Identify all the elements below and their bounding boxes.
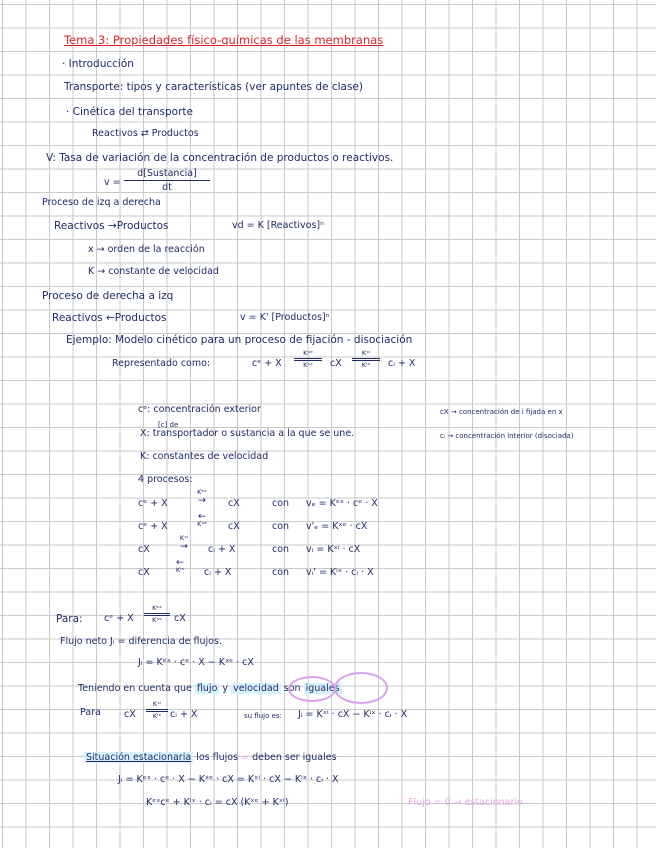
proceso-lhs: cᵉ + X — [138, 521, 168, 532]
proceso-con: con — [272, 498, 290, 509]
proceso-direction: → — [180, 541, 188, 552]
def-k: K: constantes de velocidad — [140, 451, 269, 462]
proceso-der-izq: Proceso de derecha a izq — [42, 290, 174, 302]
teniendo-velocidad: velocidad — [233, 683, 279, 694]
page-title: Tema 3: Propiedades físico-químicas de las membranas — [64, 33, 384, 47]
rep-k-bot-2: Kⁱˣ — [361, 361, 371, 369]
teniendo-flujo: flujo — [196, 683, 218, 694]
proceso-lhs: cX — [138, 544, 150, 555]
proceso-k: Kᵉˣ — [197, 488, 207, 496]
proceso-con: con — [272, 567, 290, 578]
proceso-izq-der: Proceso de izq a derecha — [42, 197, 161, 208]
flujo-cero-note: Flujo = 0 → estacionario — [408, 797, 523, 808]
stationary-equation-1: Jᵢ = Kᵉˣ · cᵉ · X − Kˣᵉ · cX = Kˣⁱ · cX − Kⁱˣ · cᵢ · X — [118, 774, 339, 785]
rep-k-top-1: Kˣᵉ — [303, 349, 313, 357]
flujo-neto: Flujo neto Jᵢ = diferencia de flujos. — [60, 636, 222, 647]
reactivos-from-productos: Reactivos ←Productos — [52, 312, 167, 324]
rep-equilibrium-arrow-2 — [352, 350, 380, 369]
proceso-lhs: cX — [138, 567, 150, 578]
v-fraction — [124, 168, 210, 193]
ejemplo-line: Ejemplo: Modelo cinético para un proceso de fijación - disociación — [66, 334, 413, 346]
stationary-equation-2: Kᵉˣcᵉ + Kⁱˣ · cᵢ = cX (Kˣᵉ + Kˣⁱ) — [146, 797, 289, 808]
teniendo-y: y — [222, 683, 229, 694]
para-eq-rhs: cX — [174, 613, 186, 624]
ji-equation-2: Jᵢ = Kˣⁱ · cX − Kⁱˣ · cᵢ · X — [298, 709, 408, 720]
def-ce: cᵉ: concentración exterior — [138, 404, 261, 415]
intro-heading: · Introducción — [62, 58, 134, 70]
x-orden: x → orden de la reacción — [88, 244, 205, 255]
proceso-rhs: cᵢ + X — [208, 544, 236, 555]
rep-mid: cX — [330, 358, 342, 369]
teniendo-text: Teniendo en cuenta que — [78, 683, 192, 694]
proceso-direction: ← — [176, 557, 184, 568]
pink-circle-iguales — [334, 672, 388, 704]
representado-label: Representado como: — [112, 358, 211, 369]
transporte-line: Transporte: tipos y características (ver apuntes de clase) — [64, 81, 363, 93]
vi-equation: v = K' [Productos]ⁿ — [240, 312, 330, 323]
situacion-estacionaria: Situación estacionaria — [86, 752, 192, 763]
proceso-lhs: cᵉ + X — [138, 498, 168, 509]
pink-circle-velocidad — [288, 676, 336, 702]
proceso-rhs: cᵢ + X — [204, 567, 232, 578]
reactivos-productos: Reactivos ⇄ Productos — [92, 128, 199, 139]
vd-equation: vd = K [Reactivos]ⁿ — [232, 220, 324, 231]
def-ci: cᵢ → concentración interior (disociada) — [440, 432, 574, 440]
proceso-velocity: vᵢ = Kˣⁱ · cX — [306, 544, 361, 555]
def-cx: cX → concentración de i fijada en x — [440, 408, 563, 416]
para2-k-top: Kˣⁱ — [152, 700, 162, 708]
def-cj: [c] de — [158, 421, 179, 429]
proceso-con: con — [272, 544, 290, 555]
para2-equilibrium-arrow — [146, 701, 168, 720]
para-k-bot: Kˣᵉ — [152, 616, 162, 624]
proceso-arrow — [164, 535, 204, 551]
para-eq-lhs: cᵉ + X — [104, 613, 134, 624]
rep-equilibrium-arrow-1 — [294, 350, 322, 369]
proceso-arrow — [182, 512, 222, 528]
proceso-k: Kˣᵉ — [197, 520, 207, 528]
para2-k-bot: Kⁱˣ — [152, 712, 162, 720]
situacion-equals: = — [241, 752, 250, 763]
para-label: Para: — [56, 613, 83, 625]
procesos-title: 4 procesos: — [138, 474, 193, 485]
proceso-direction: ← — [198, 511, 206, 522]
proceso-velocity: vᵢ' = Kⁱˣ · cᵢ · X — [306, 567, 374, 578]
cinetica-heading: · Cinética del transporte — [66, 106, 193, 118]
v-definition: V: Tasa de variación de la concentración de productos o reactivos. — [46, 152, 394, 164]
situacion-iguales: deben ser iguales — [252, 752, 337, 763]
k-constante: K → constante de velocidad — [88, 266, 219, 277]
para-equilibrium-arrow — [144, 605, 170, 624]
v-eq-lhs: v = — [104, 177, 121, 188]
proceso-con: con — [272, 521, 290, 532]
su-flujo: su flujo es: — [244, 712, 282, 720]
situacion-line — [84, 751, 337, 765]
para2-label: Para — [80, 707, 101, 718]
v-denominator: dt — [162, 182, 172, 193]
proceso-rhs: cX — [228, 498, 240, 509]
proceso-velocity: v'ₑ = Kˣᵉ · cX — [306, 521, 368, 532]
reactivos-to-productos: Reactivos →Productos — [54, 220, 169, 232]
rep-eq-left: cᵉ + X — [252, 358, 282, 369]
teniendo-son: son — [283, 683, 301, 694]
proceso-arrow — [182, 489, 222, 505]
rep-k-top-2: Kˣⁱ — [361, 349, 371, 357]
situacion-flujos: los flujos — [196, 752, 239, 763]
teniendo-iguales: iguales — [305, 683, 340, 694]
proceso-k: Kⁱˣ — [175, 566, 185, 574]
ji-equation: Jᵢ = Kᵉˣ · cᵉ · X − Kˣᵉ · cX — [138, 657, 254, 668]
para2-rhs: cᵢ + X — [170, 709, 198, 720]
proceso-arrow — [160, 558, 200, 574]
para2-lhs: cX — [124, 709, 136, 720]
rep-right: cᵢ + X — [388, 358, 416, 369]
proceso-k: Kˣⁱ — [179, 534, 189, 542]
rep-k-bot-1: Kᵉˣ — [303, 361, 313, 369]
proceso-direction: → — [198, 495, 206, 506]
proceso-velocity: vₑ = Kᵉˣ · cᵉ · X — [306, 498, 378, 509]
proceso-rhs: cX — [228, 521, 240, 532]
para-k-top: Kᵉˣ — [152, 604, 162, 612]
v-numerator: d[Sustancia] — [137, 168, 197, 179]
def-x: X: transportador o sustancia a la que se une. — [140, 428, 355, 439]
